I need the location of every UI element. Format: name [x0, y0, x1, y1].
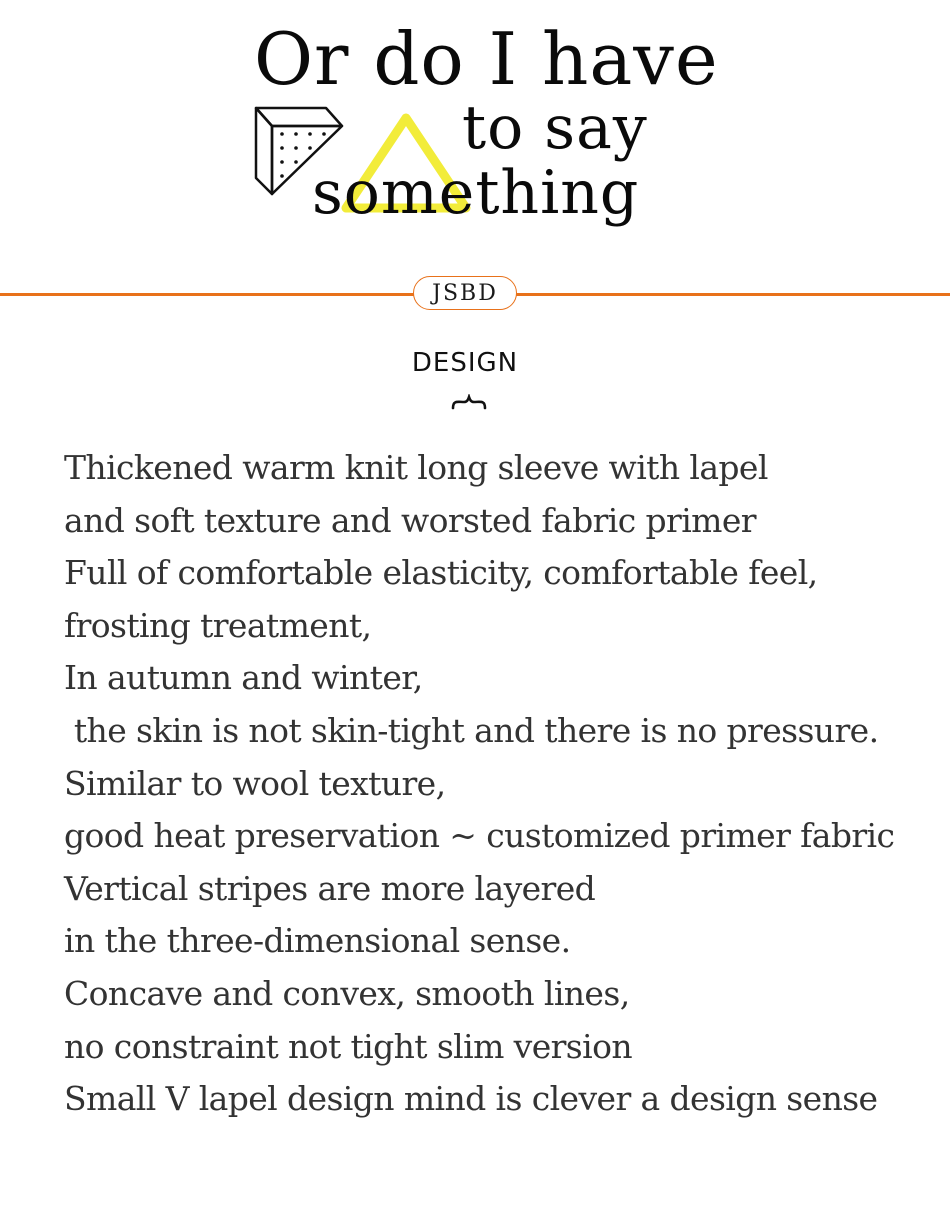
- headline-line-2: to say: [462, 93, 648, 163]
- headline-line-1: Or do I have: [254, 17, 719, 101]
- description-text: [64, 442, 934, 1126]
- brand-badge: JSBD: [413, 276, 517, 310]
- description-line: Full of comfortable elasticity, comfortable feel,: [64, 553, 818, 593]
- section-title: DESIGN: [411, 348, 519, 378]
- description-line: In autumn and winter,: [64, 658, 423, 698]
- headline-line-3: something: [312, 158, 640, 228]
- description-line: Small V lapel design mind is clever a design sense: [64, 1079, 878, 1119]
- description-line: Concave and convex, smooth lines,: [64, 973, 630, 1013]
- description-line: frosting treatment,: [64, 605, 372, 645]
- description-line: Similar to wool texture,: [64, 763, 446, 803]
- curly-brace-icon: [450, 394, 488, 410]
- description-line: and soft texture and worsted fabric primer: [64, 500, 756, 540]
- description-line: no constraint not tight slim version: [64, 1026, 633, 1066]
- description-line: Thickened warm knit long sleeve with lapel: [64, 448, 768, 487]
- description-line: the skin is not skin-tight and there is no pressure.: [64, 710, 879, 750]
- description-line: in the three-dimensional sense.: [64, 921, 571, 961]
- description-line: good heat preservation ~ customized primer fabric: [64, 816, 895, 856]
- description-line: Vertical stripes are more layered: [64, 868, 596, 908]
